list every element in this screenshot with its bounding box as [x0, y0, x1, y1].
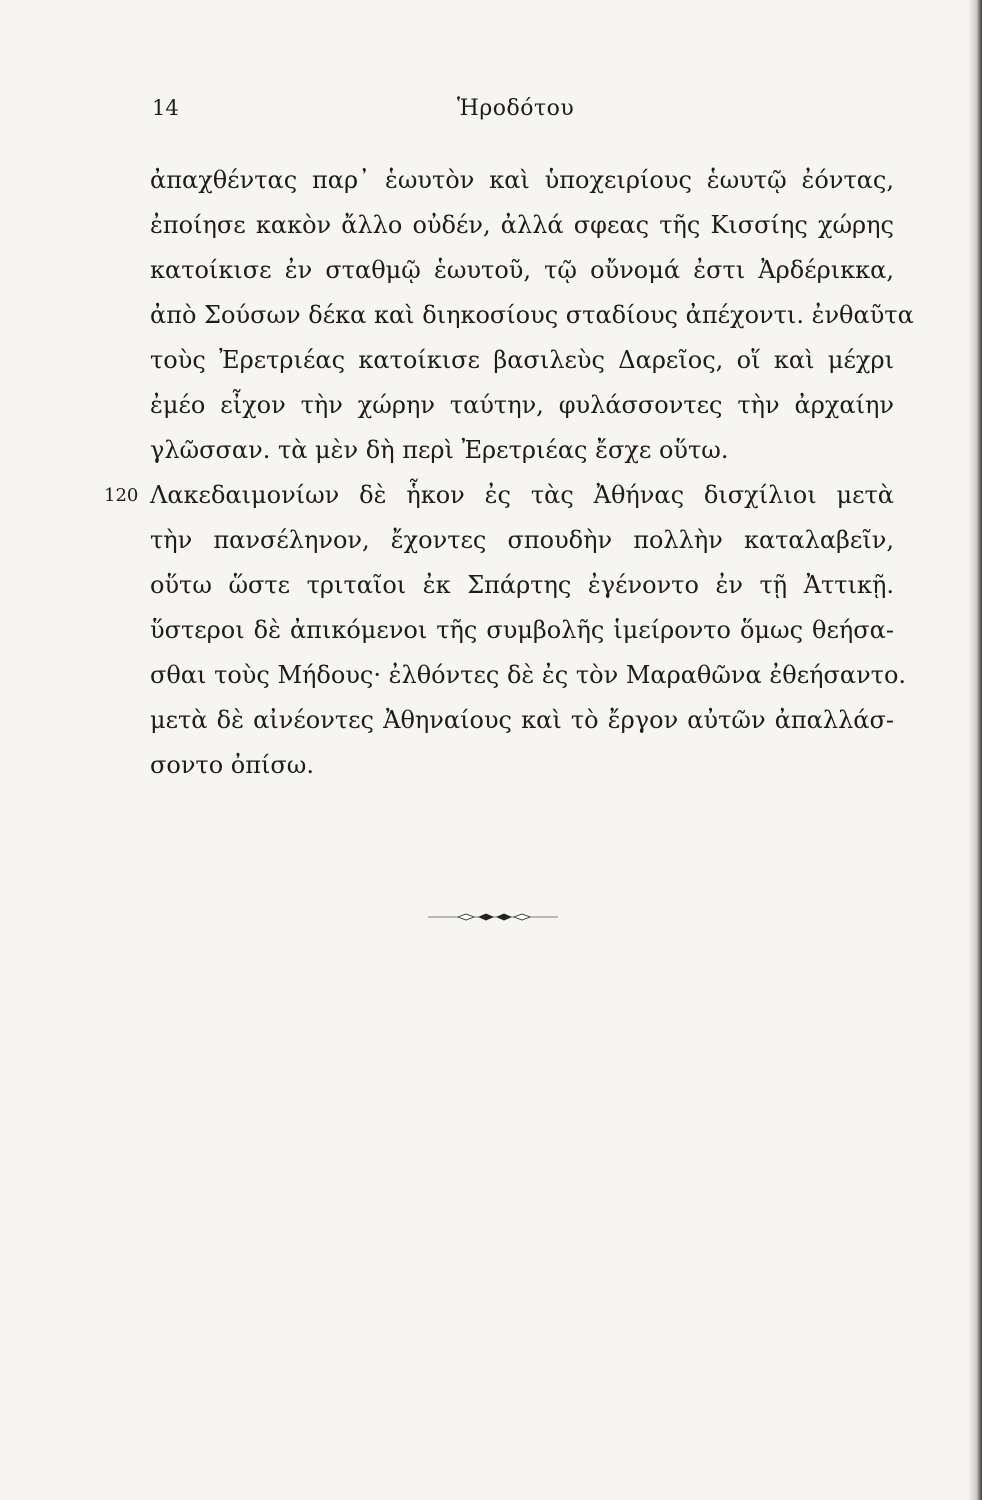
text-line: ὕστεροι δὲ ἀπικόμενοι τῆς συμβολῆς ἱμείροντο ὅμως θεήσα-	[150, 616, 894, 644]
text-line: τὴν πανσέληνον, ἔχοντες σπουδὴν πολλὴν καταλαβεῖν,	[150, 526, 894, 554]
text-line: ἐμέο εἶχον τὴν χώρην ταύτην, φυλάσσοντες τὴν ἀρχαίην	[150, 391, 894, 419]
text-line: ἀπὸ Σούσων δέκα καὶ διηκοσίους σταδίους ἀπέχοντι. ἐνθαῦτα	[150, 301, 914, 329]
page-number: 14	[152, 96, 179, 120]
page-edge-shadow	[968, 0, 982, 1500]
running-title: Ἡροδότου	[457, 96, 575, 121]
running-head	[152, 96, 892, 128]
text-line: σοντο ὀπίσω.	[150, 751, 314, 779]
text-line: ἀπαχθέντας παρ᾽ ἑωυτὸν καὶ ὑποχειρίους ἑωυτῷ ἐόντας,	[150, 166, 894, 194]
end-ornament-icon	[428, 905, 558, 929]
text-line: μετὰ δὲ αἰνέοντες Ἀθηναίους καὶ τὸ ἔργον αὐτῶν ἀπαλλάσ-	[150, 706, 894, 734]
text-line: τοὺς Ἐρετριέας κατοίκισε βασιλεὺς Δαρεῖος, οἵ καὶ μέχρι	[150, 346, 894, 374]
section-number: 120	[104, 485, 139, 506]
section-first-line	[104, 473, 894, 518]
text-line: ἐποίησε κακὸν ἄλλο οὐδέν, ἀλλά σφεας τῆς Κισσίης χώρης	[150, 211, 894, 239]
text-line: κατοίκισε ἐν σταθμῷ ἑωυτοῦ, τῷ οὔνομά ἐστι Ἀρδέρικκα,	[150, 256, 894, 284]
text-line: Λακεδαιμονίων δὲ ἧκον ἐς τὰς Ἀθήνας δισχίλιοι μετὰ	[150, 481, 894, 509]
body-text	[104, 158, 914, 788]
text-line: γλῶσσαν. τὰ μὲν δὴ περὶ Ἐρετριέας ἔσχε οὕτω.	[150, 436, 729, 464]
text-line: σθαι τοὺς Μήδους· ἐλθόντες δὲ ἐς τὸν Μαραθῶνα ἐθεήσαντο.	[150, 661, 907, 689]
text-line: οὕτω ὥστε τριταῖοι ἐκ Σπάρτης ἐγένοντο ἐν τῇ Ἀττικῇ.	[150, 571, 894, 599]
